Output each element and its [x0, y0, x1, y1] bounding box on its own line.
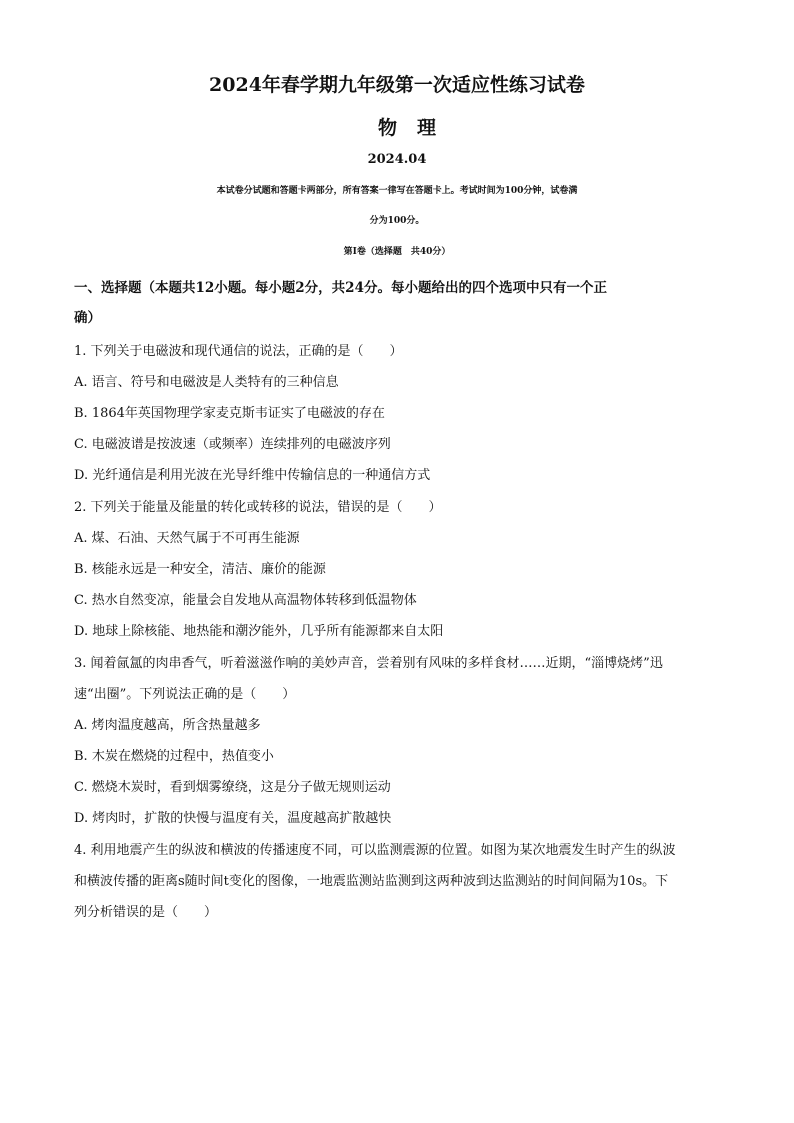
question-3-option-b: B. 木炭在燃烧的过程中，热值变小: [74, 749, 274, 764]
question-4-stem-line-3: 列分析错误的是（ ）: [74, 905, 218, 920]
question-2-option-b: B. 核能永远是一种安全，清洁、廉价的能源: [74, 562, 326, 577]
question-4-stem-line-1: 4. 利用地震产生的纵波和横波的传播速度不同，可以监测震源的位置。如图为某次地震发生时产生的纵波: [74, 843, 676, 858]
exam-notice-line-1: 本试卷分试题和答题卡两部分，所有答案一律写在答题卡上。考试时间为100分钟，试卷满: [216, 186, 578, 196]
question-1-option-c: C. 电磁波谱是按波速（或频率）连续排列的电磁波序列: [74, 437, 391, 452]
question-3-option-d: D. 烤肉时，扩散的快慢与温度有关，温度越高扩散越快: [74, 811, 392, 826]
question-2-option-c: C. 热水自然变凉，能量会自发地从高温物体转移到低温物体: [74, 593, 417, 608]
subject-title: 物理: [377, 117, 456, 139]
question-2-option-a: A. 煤、石油、天然气属于不可再生能源: [74, 531, 300, 546]
question-2-stem: 2. 下列关于能量及能量的转化或转移的说法，错误的是（ ）: [74, 500, 442, 515]
section-heading-line-2: 确）: [74, 310, 101, 326]
question-3-stem-line-1: 3. 闻着氤氲的肉串香气，听着滋滋作响的美妙声音，尝着别有风味的多样食材……近期，“淄博烧烤”迅: [74, 656, 663, 671]
question-2-option-d: D. 地球上除核能、地热能和潮汐能外，几乎所有能源都来自太阳: [74, 624, 444, 639]
exam-title: 2024年春学期九年级第一次适应性练习试卷: [209, 74, 585, 96]
question-4-stem-line-2: 和横波传播的距离s随时间t变化的图像，一地震监测站监测到这两种波到达监测站的时间间隔为10s。下: [74, 874, 669, 889]
question-1-option-d: D. 光纤通信是利用光波在光导纤维中传输信息的一种通信方式: [74, 468, 431, 483]
question-3-stem-line-2: 速“出圈”。下列说法正确的是（ ）: [74, 687, 296, 702]
question-3-option-a: A. 烤肉温度越高，所含热量越多: [74, 718, 261, 733]
question-1-stem: 1. 下列关于电磁波和现代通信的说法，正确的是（ ）: [74, 344, 403, 359]
question-1-option-b: B. 1864年英国物理学家麦克斯韦证实了电磁波的存在: [74, 406, 385, 421]
part-title: 第Ⅰ卷（选择题 共40分）: [343, 247, 451, 257]
exam-notice-line-2: 分为100分。: [369, 216, 425, 226]
section-heading-line-1: 一、选择题（本题共12小题。每小题2分，共24分。每小题给出的四个选项中只有一个正: [74, 280, 607, 296]
question-3-option-c: C. 燃烧木炭时，看到烟雾缭绕，这是分子做无规则运动: [74, 780, 391, 795]
exam-date: 2024.04: [367, 152, 427, 167]
question-1-option-a: A. 语言、符号和电磁波是人类特有的三种信息: [74, 375, 339, 390]
